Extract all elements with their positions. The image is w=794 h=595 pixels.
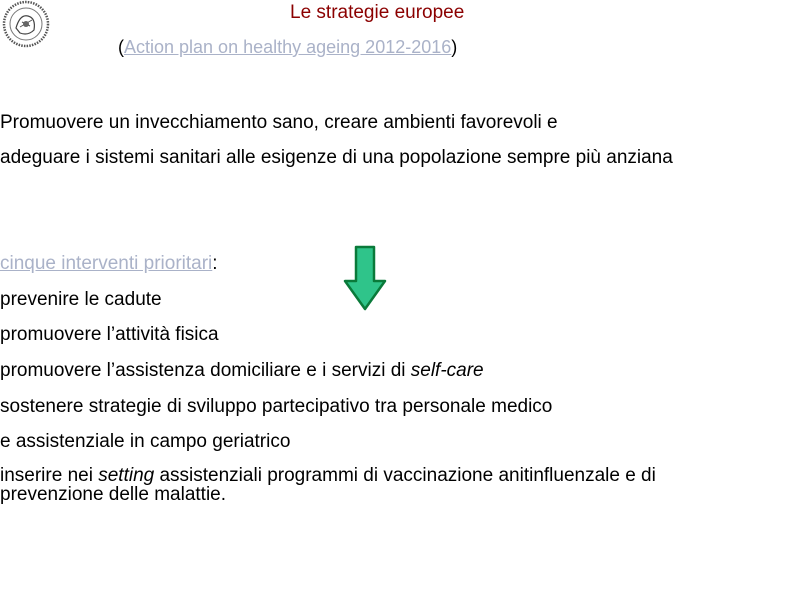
priority-item-3-italic: self-care bbox=[410, 360, 484, 381]
priority-item-1: prevenire le cadute bbox=[0, 289, 162, 310]
priority-item-3-text: promuovere l’assistenza domiciliare e i servizi di bbox=[0, 360, 411, 381]
action-plan-link[interactable]: Action plan on healthy ageing 2012-2016 bbox=[124, 37, 452, 57]
intro-line-1: Promuovere un invecchiamento sano, creare ambienti favorevoli e bbox=[0, 112, 558, 133]
subtitle-open-paren: ( bbox=[118, 37, 124, 57]
page-title: Le strategie europee bbox=[290, 2, 465, 23]
priority-item-3 bbox=[0, 360, 484, 382]
intro-line-2: adeguare i sistemi sanitari alle esigenze di una popolazione sempre più anziana bbox=[0, 147, 673, 168]
priorities-colon: : bbox=[212, 253, 218, 274]
priorities-heading bbox=[0, 253, 218, 275]
subtitle-close-paren: ) bbox=[451, 37, 458, 57]
priority-item-5-line-1 bbox=[0, 466, 656, 485]
priority-item-5-italic: setting bbox=[98, 465, 155, 486]
priority-item-5-text-before: inserire nei bbox=[0, 465, 99, 486]
priority-item-4-line-2: e assistenziale in campo geriatrico bbox=[0, 431, 291, 452]
priority-item-5-line-2: prevenzione delle malattie. bbox=[0, 484, 227, 505]
subtitle bbox=[118, 37, 457, 58]
priority-item-4-line-1: sostenere strategie di sviluppo partecipativo tra personale medico bbox=[0, 396, 553, 417]
down-arrow-icon bbox=[343, 245, 387, 311]
priorities-link[interactable]: cinque interventi prioritari bbox=[0, 253, 213, 274]
priority-item-5 bbox=[0, 466, 656, 504]
priority-item-2: promuovere l’attività fisica bbox=[0, 324, 219, 345]
university-seal-icon bbox=[2, 0, 50, 48]
priority-item-5-text-after: assistenziali programmi di vaccinazione anitinfluenzale e di bbox=[154, 465, 656, 486]
